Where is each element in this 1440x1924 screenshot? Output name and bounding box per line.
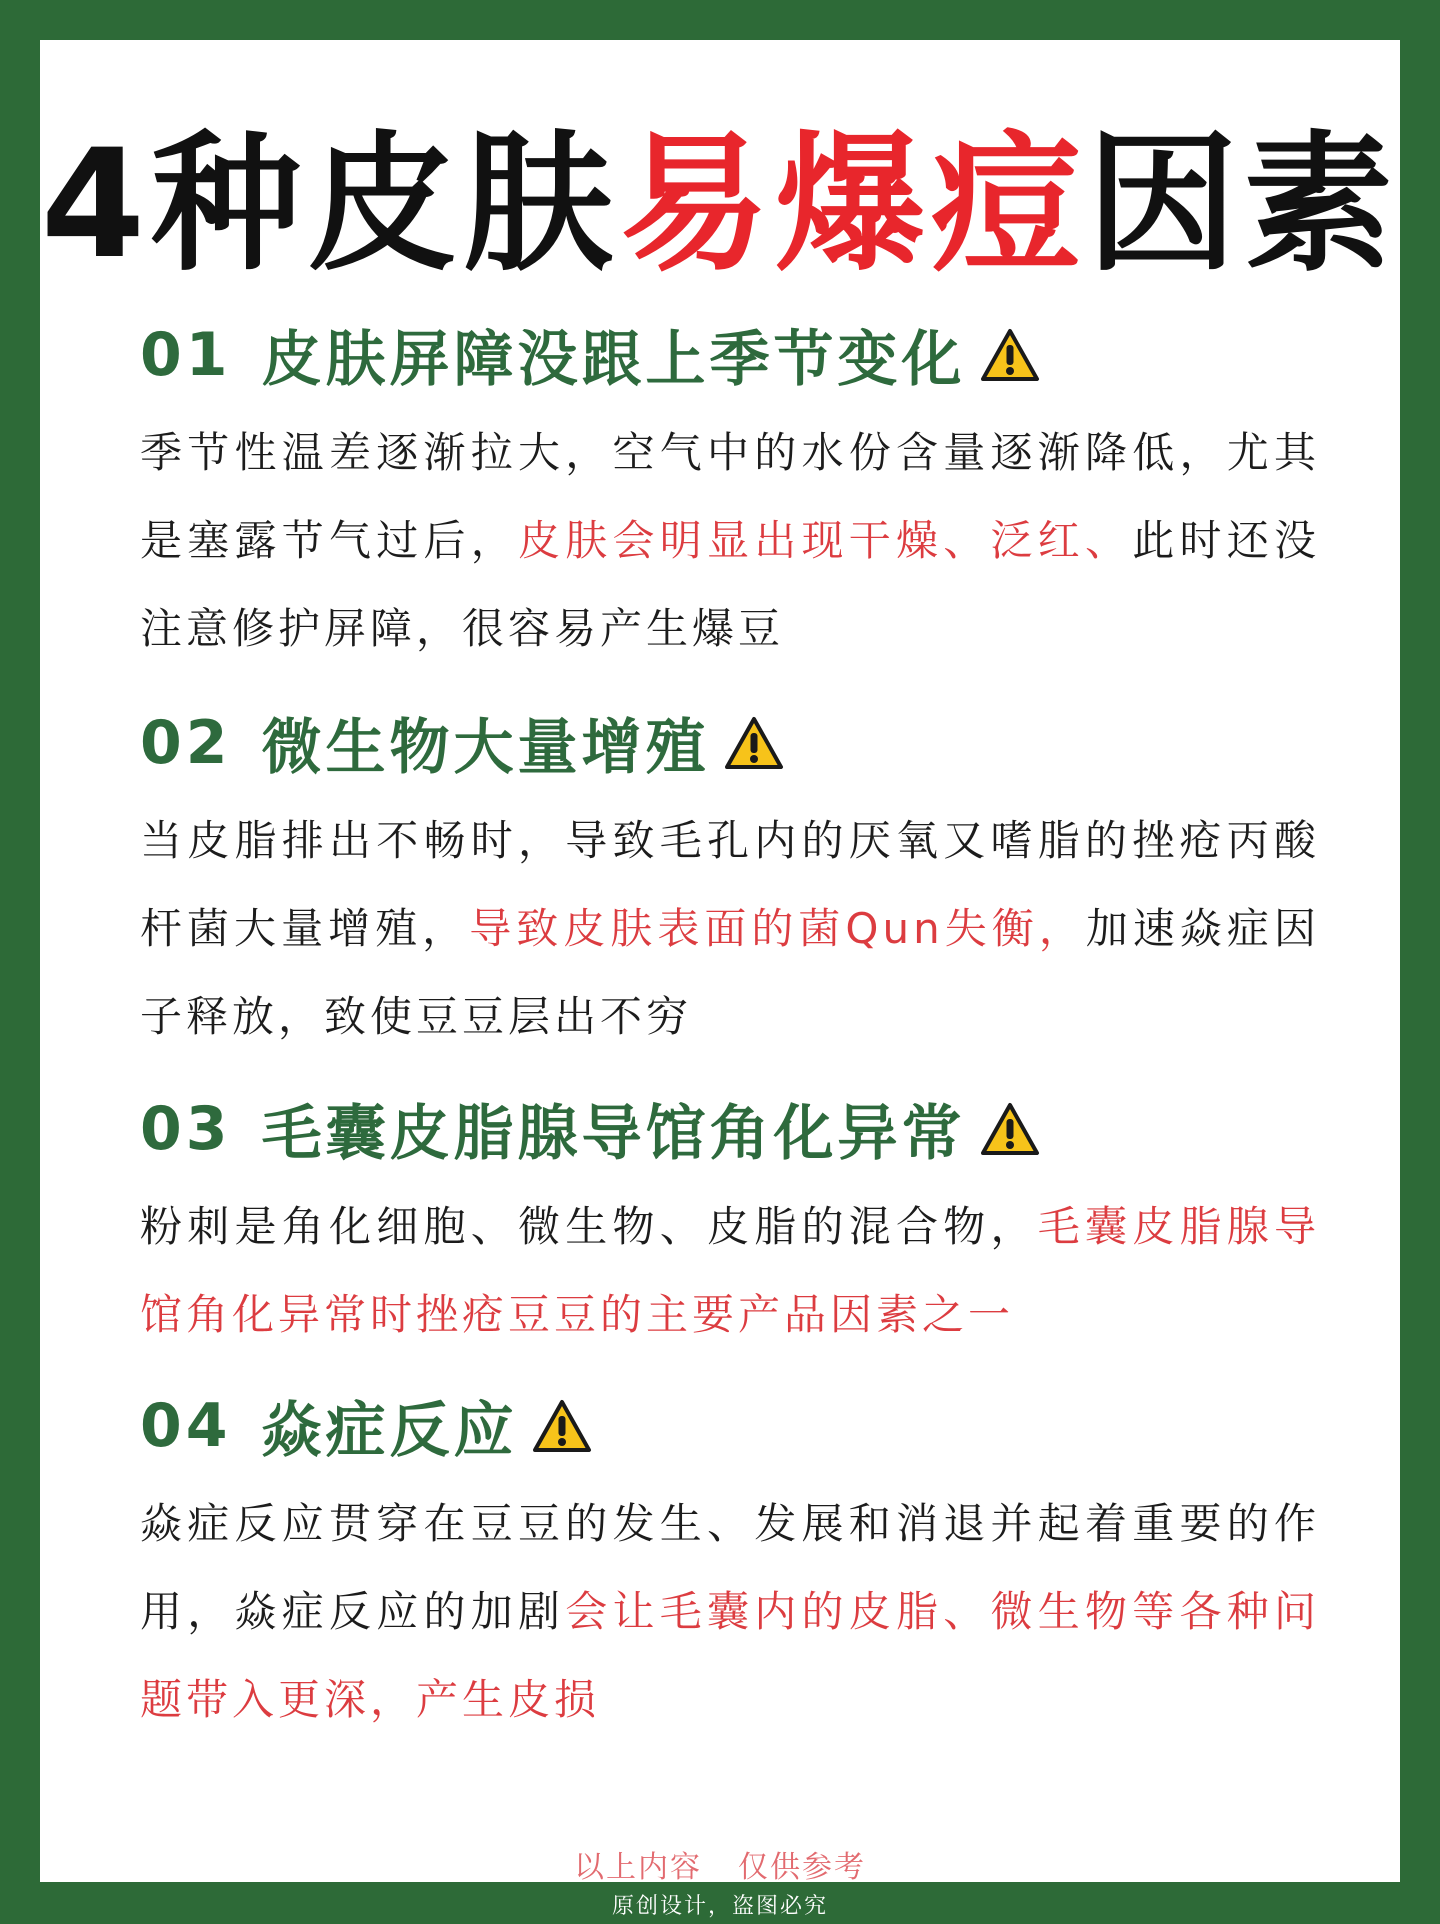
body-text: 加速焱症因子释放，致使豆豆层出不穷 bbox=[140, 904, 1320, 1041]
section-04 bbox=[140, 1386, 1320, 1744]
title-part-1: 4种皮肤 bbox=[40, 118, 620, 292]
section-heading bbox=[140, 1089, 1320, 1169]
section-body bbox=[140, 1183, 1320, 1359]
section-title: 微生物大量增殖 bbox=[261, 713, 710, 783]
section-number: 01 bbox=[140, 320, 232, 390]
section-heading bbox=[140, 703, 1320, 783]
warning-icon bbox=[980, 1101, 1040, 1157]
warning-icon bbox=[532, 1398, 592, 1454]
body-text: 粉刺是角化细胞、微生物、皮脂的混合物， bbox=[140, 1202, 1038, 1251]
section-title: 毛囊皮脂腺导馆角化异常 bbox=[261, 1099, 966, 1169]
body-text: 当皮脂排出不畅时，导致毛孔内的厌氧又嗜脂的挫疮丙酸杆菌大量增殖， bbox=[140, 816, 1320, 953]
section-number: 03 bbox=[140, 1094, 232, 1164]
section-heading bbox=[140, 1386, 1320, 1466]
section-number: 02 bbox=[140, 708, 232, 778]
body-text: 焱症反应贯穿在豆豆的发生、发展和消退并起着重要的作用，焱症反应的加剧 bbox=[140, 1499, 1320, 1636]
section-title: 焱症反应 bbox=[261, 1396, 518, 1466]
footer-note-1: 以上内容 bbox=[574, 1850, 702, 1885]
section-body bbox=[140, 1480, 1320, 1744]
section-heading bbox=[140, 315, 1320, 395]
section-body bbox=[140, 409, 1320, 673]
section-number: 04 bbox=[140, 1391, 232, 1461]
title-highlight: 易爆痘 bbox=[619, 118, 1088, 292]
section-03 bbox=[140, 1089, 1320, 1359]
footer-copyright: 原创设计，盗图必究 bbox=[611, 1894, 828, 1919]
warning-icon bbox=[724, 715, 784, 771]
title-part-3: 因素 bbox=[1087, 118, 1400, 292]
body-highlight: 导致皮肤表面的菌Qun失衡， bbox=[469, 904, 1086, 953]
warning-icon bbox=[980, 327, 1040, 383]
footer-disclaimer bbox=[0, 1842, 1440, 1886]
body-highlight: 会让毛囊内的皮脂、微生物等各种问题带入更深，产生皮损 bbox=[140, 1587, 1320, 1724]
section-01 bbox=[140, 315, 1320, 673]
body-text: 此时还没注意修护屏障，很容易产生爆豆 bbox=[140, 516, 1320, 653]
body-highlight: 毛囊皮脂腺导馆角化异常时挫疮豆豆的主要产品因素之一 bbox=[140, 1202, 1320, 1339]
section-title: 皮肤屏障没跟上季节变化 bbox=[261, 325, 966, 395]
footer-note-2: 仅供参考 bbox=[738, 1850, 866, 1885]
page-title bbox=[0, 118, 1440, 292]
body-text: 季节性温差逐渐拉大，空气中的水份含量逐渐降低，尤其是塞露节气过后， bbox=[140, 428, 1320, 565]
section-body bbox=[140, 797, 1320, 1061]
body-highlight: 皮肤会明显出现干燥、泛红、 bbox=[518, 516, 1133, 565]
section-02 bbox=[140, 703, 1320, 1061]
